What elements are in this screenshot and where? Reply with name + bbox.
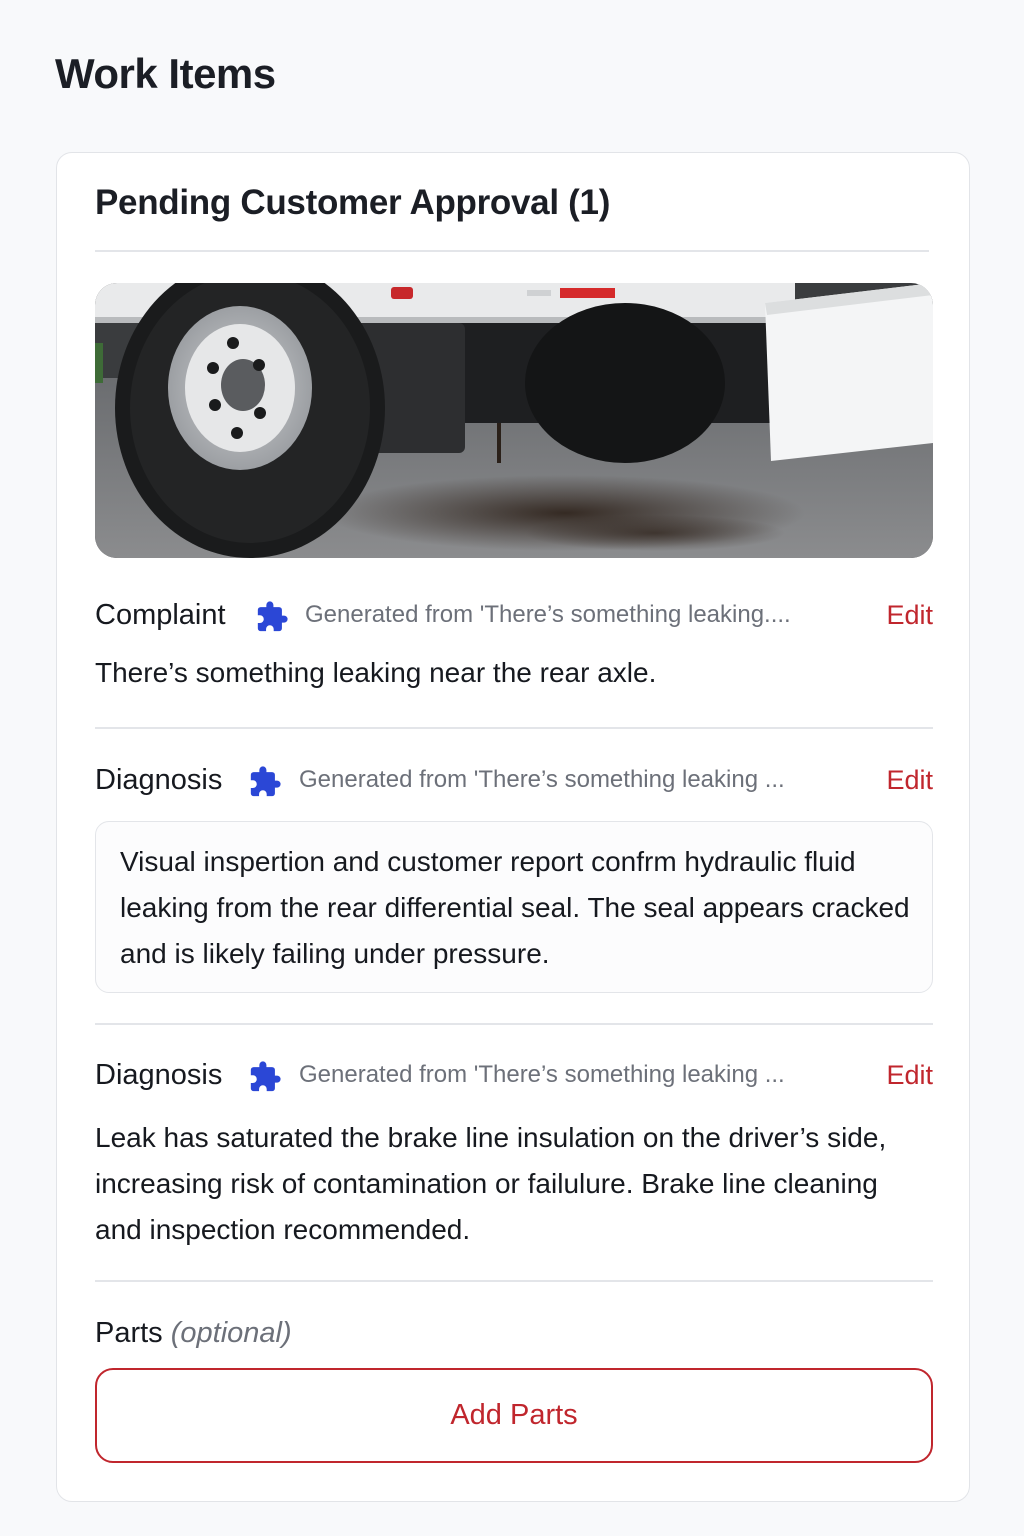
- diagnosis-1-edit-link[interactable]: Edit: [886, 765, 933, 795]
- complaint-label: Complaint: [95, 599, 226, 631]
- page-title: Work Items: [55, 50, 276, 97]
- section-title: Pending Customer Approval (1): [95, 183, 611, 222]
- diagnosis-1-header: [95, 760, 933, 800]
- puzzle-icon: [248, 1060, 282, 1094]
- diagnosis-2-text: Leak has saturated the brake line insulation on the driver’s side, increasing risk of contamination or failulure. Brake line cleaning and inspection recommended.: [95, 1122, 887, 1245]
- diagnosis-2-label: Diagnosis: [95, 1059, 223, 1091]
- diagnosis-1-text: Visual inspertion and customer report confrm hydraulic fluid leaking from the rear differential seal. The seal appears cracked and is likely failing under pressure.: [120, 846, 910, 969]
- diagnosis-1-textbox[interactable]: [95, 821, 933, 993]
- row-divider: [95, 1280, 933, 1282]
- pending-approval-card: [56, 152, 970, 1502]
- puzzle-icon: [248, 765, 282, 799]
- puzzle-icon: [255, 600, 289, 634]
- row-divider: [95, 727, 933, 729]
- section-divider: [95, 250, 929, 252]
- diagnosis-2-header: [95, 1055, 933, 1095]
- diagnosis-1-generated-source: Generated from 'There’s something leaking ...: [299, 766, 785, 793]
- diagnosis-1-label: Diagnosis: [95, 764, 223, 796]
- parts-optional-hint: (optional): [170, 1317, 292, 1349]
- diagnosis-2-generated-source: Generated from 'There’s something leaking ...: [299, 1061, 785, 1088]
- row-divider: [95, 1023, 933, 1025]
- parts-label-text: Parts: [95, 1317, 163, 1349]
- diagnosis-2-edit-link[interactable]: Edit: [886, 1060, 933, 1090]
- complaint-text: There’s something leaking near the rear axle.: [95, 657, 657, 688]
- add-parts-button[interactable]: Add Parts: [95, 1368, 933, 1463]
- complaint-header: [95, 595, 933, 635]
- complaint-generated-source: Generated from 'There’s something leaking....: [305, 601, 791, 628]
- work-item-photo[interactable]: [95, 283, 933, 558]
- parts-label: [95, 1313, 292, 1353]
- complaint-edit-link[interactable]: Edit: [886, 600, 933, 630]
